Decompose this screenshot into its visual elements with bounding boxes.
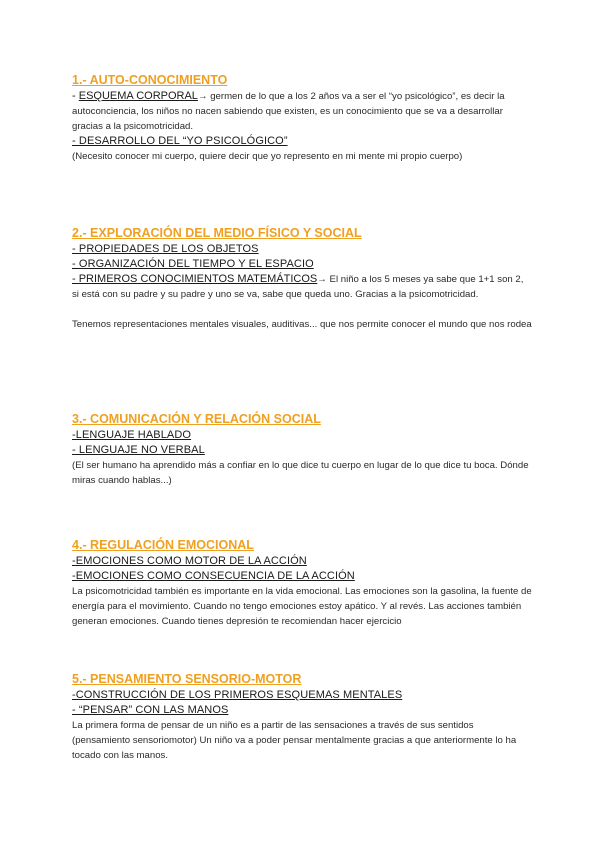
item-conocimientos-matematicos [72, 272, 532, 302]
item-motor-accion: -EMOCIONES COMO MOTOR DE LA ACCIÓN [72, 555, 307, 567]
item-prefix: - [72, 90, 79, 102]
item-text: → germen de lo que a los 2 años va a ser el “yo psicológico”, es decir la autoconciencia, los niños no nacen sabiendo que existen, es un conocimiento que se va a desarrollar gracias a la psicomotricidad. [72, 91, 505, 132]
section-pensamiento-sensorio-motor [72, 671, 532, 763]
item-desarrollo-yo: - DESARROLLO DEL “YO PSICOLÓGICO” [72, 135, 288, 147]
item-text: → El niño a los 5 meses ya sabe que 1+1 son 2, si está con su padre y su padre y uno se va, sabe que queda uno. Gracias a la psicomotricidad. [72, 274, 524, 300]
section-comunicacion [72, 411, 532, 488]
section-exploracion [72, 225, 532, 332]
item-organizacion: - ORGANIZACIÓN DEL TIEMPO Y EL ESPACIO [72, 258, 314, 270]
item-pensar-manos: - “PENSAR” CON LAS MANOS [72, 704, 229, 716]
item-propiedades: - PROPIEDADES DE LOS OBJETOS [72, 243, 259, 255]
section-paragraph: (El ser humano ha aprendido más a confiar en lo que dice tu cuerpo en lugar de lo que dice tu boca. Dónde miras cuando hablas...) [72, 460, 529, 486]
section-paragraph: La psicomotricidad también es importante en la vida emocional. Las emociones son la gasolina, la fuente de energía para el movimiento. Cuando no tengo emociones estoy apático. Y al revés. Las acciones también generan emociones. Cuando tienes depresión te recomiendan hacer ejercicio [72, 586, 532, 627]
section-paragraph: (Necesito conocer mi cuerpo, quiere decir que yo represento en mi mente mi propio cuerpo) [72, 151, 463, 162]
section-paragraph: Tenemos representaciones mentales visuales, auditivas... que nos permite conocer el mundo que nos rodea [72, 319, 532, 330]
item-label: - PRIMEROS CONOCIMIENTOS MATEMÁTICOS [72, 273, 318, 285]
item-construccion-esquemas: -CONSTRUCCIÓN DE LOS PRIMEROS ESQUEMAS MENTALES [72, 689, 403, 701]
item-label: ESQUEMA CORPORAL [78, 90, 198, 102]
section-heading: 2.- EXPLORACIÓN DEL MEDIO FÍSICO Y SOCIAL [72, 226, 362, 240]
item-lenguaje-no-verbal: - LENGUAJE NO VERBAL [72, 444, 205, 456]
item-lenguaje-hablado: -LENGUAJE HABLADO [72, 429, 192, 441]
section-heading: 1.- AUTO-CONOCIMIENTO [72, 73, 228, 87]
section-heading: 3.- COMUNICACIÓN Y RELACIÓN SOCIAL [72, 412, 321, 426]
item-esquema-corporal [72, 89, 532, 134]
section-heading: 5.- PENSAMIENTO SENSORIO-MOTOR [72, 672, 302, 686]
section-paragraph: La primera forma de pensar de un niño es a partir de las sensaciones a través de sus sentidos (pensamiento sensoriomotor) Un niño va a poder pensar mentalmente gracias a que anteriormente lo ha tocado con las manos. [72, 720, 517, 761]
section-regulacion-emocional [72, 537, 532, 629]
section-auto-conocimiento [72, 72, 532, 164]
item-consecuencia-accion: -EMOCIONES COMO CONSECUENCIA DE LA ACCIÓN [72, 570, 355, 582]
section-heading: 4.- REGULACIÓN EMOCIONAL [72, 538, 254, 552]
